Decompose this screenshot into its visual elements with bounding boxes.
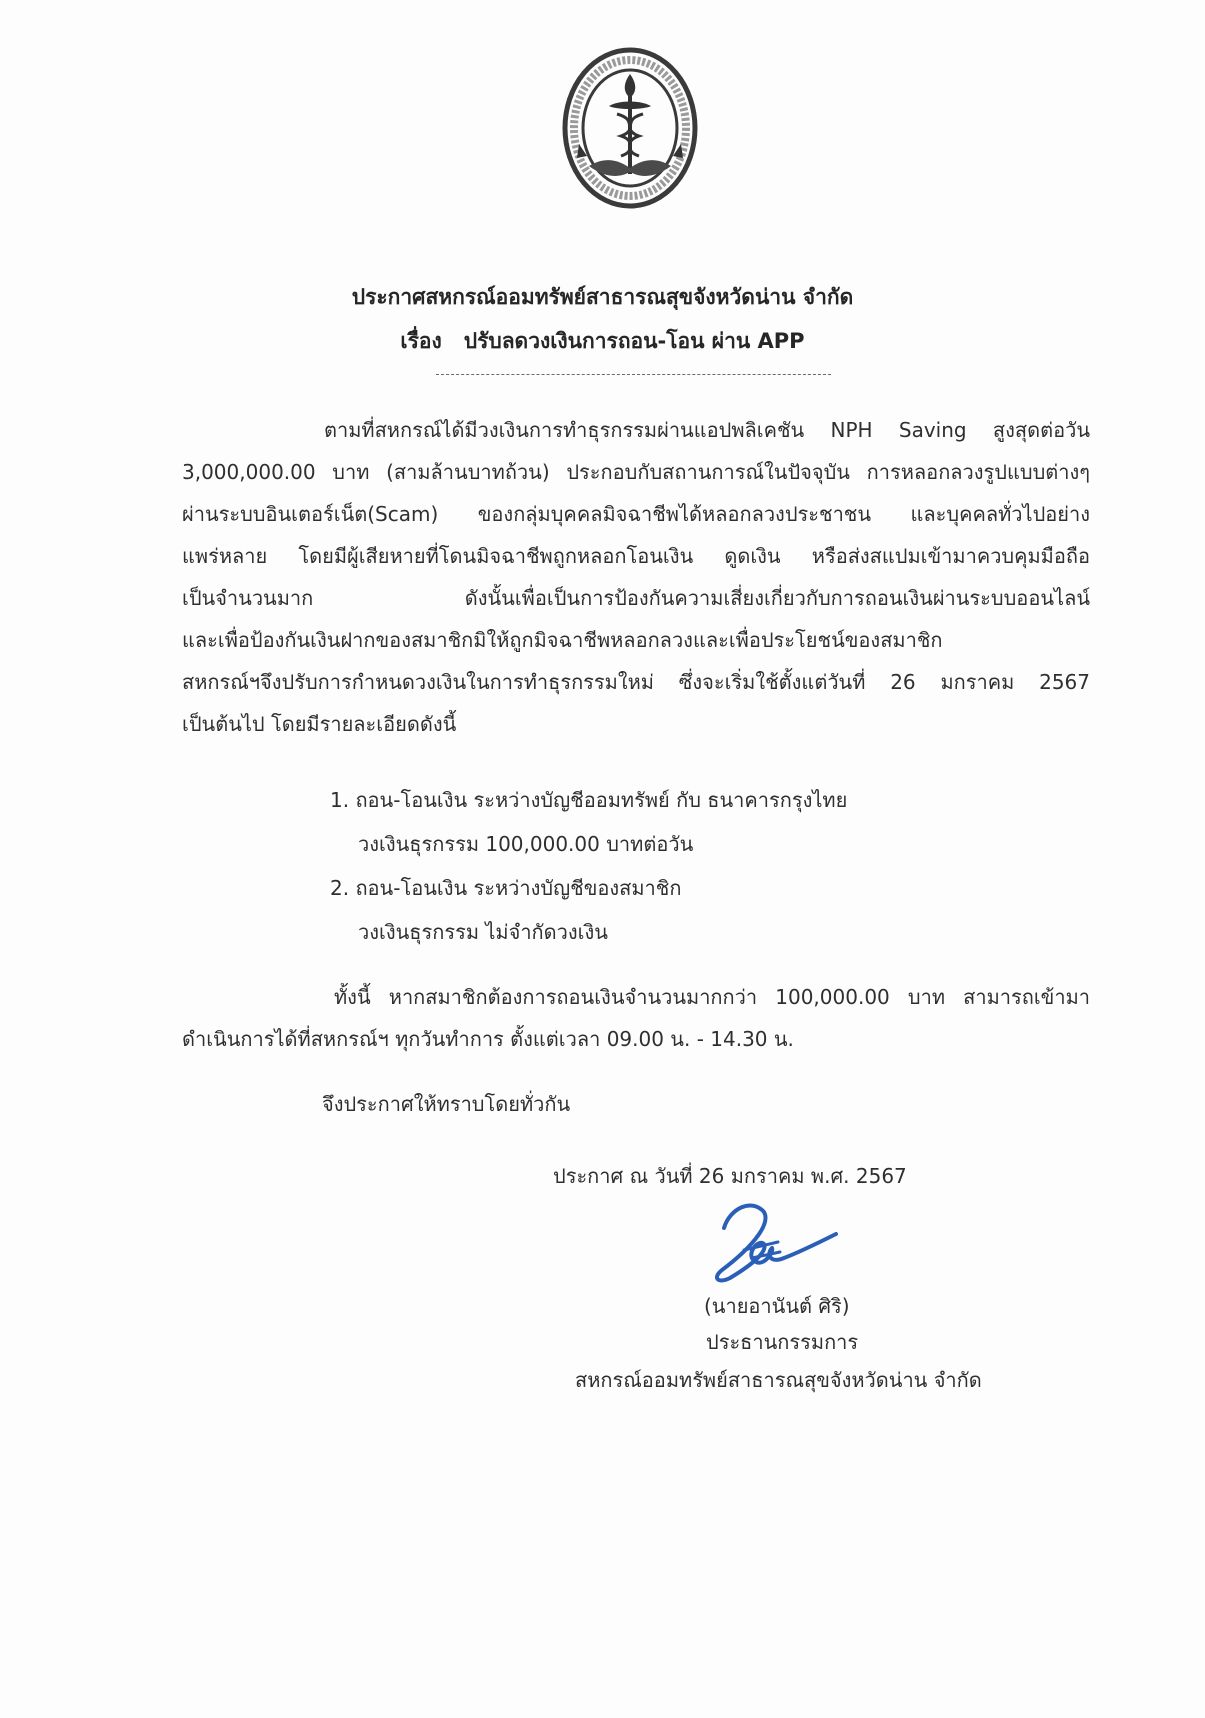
paragraph-line: สหกรณ์ฯจึงปรับการกำหนดวงเงินในการทำธุรกรรมใหม่ ซึ่งจะเริ่มใช้ตั้งแต่วันที่ 26 มกราคม 2567 bbox=[182, 670, 1090, 694]
paragraph-line: และเพื่อป้องกันเงินฝากของสมาชิกมิให้ถูกมิจฉาชีพหลอกลวงและเพื่อประโยชน์ของสมาชิก bbox=[182, 628, 943, 652]
limit-list bbox=[330, 778, 847, 954]
list-item-heading: 1. ถอน-โอนเงิน ระหว่างบัญชีออมทรัพย์ กับ ธนาคารกรุงไทย bbox=[330, 788, 848, 812]
subject-label: เรื่อง bbox=[400, 329, 442, 353]
closing-statement: จึงประกาศให้ทราบโดยทั่วกัน bbox=[322, 1092, 571, 1116]
list-item-detail: วงเงินธุรกรรม 100,000.00 บาทต่อวัน bbox=[358, 832, 694, 856]
paragraph-line: ตามที่สหกรณ์ได้มีวงเงินการทำธุรกรรมผ่านแอปพลิเคชัน NPH Saving สูงสุดต่อวัน bbox=[324, 418, 1090, 442]
list-item-detail: วงเงินธุรกรรม ไม่จำกัดวงเงิน bbox=[358, 920, 608, 944]
paragraph-intro bbox=[182, 409, 1090, 745]
subject-text: ปรับลดวงเงินการถอน-โอน ผ่าน APP bbox=[463, 329, 805, 353]
paragraph-line: แพร่หลาย โดยมีผู้เสียหายที่โดนมิจฉาชีพถูกหลอกโอนเงิน ดูดเงิน หรือส่งสแปมเข้ามาควบคุมมือถือ bbox=[182, 544, 1090, 568]
paragraph-line: ผ่านระบบอินเตอร์เน็ต(Scam) ของกลุ่มบุคคลมิจฉาชีพได้หลอกลวงประชาชน และบุคคลทั่วไปอย่าง bbox=[182, 502, 1090, 526]
paragraph-line: ทั้งนี้ หากสมาชิกต้องการถอนเงินจำนวนมากกว่า 100,000.00 บาท สามารถเข้ามา bbox=[334, 985, 1090, 1009]
announcement-date: ประกาศ ณ วันที่ 26 มกราคม พ.ศ. 2567 bbox=[553, 1164, 907, 1188]
handwritten-signature bbox=[660, 1192, 850, 1302]
paragraph-note bbox=[182, 976, 1090, 1060]
cooperative-seal-logo bbox=[559, 44, 701, 226]
signer-position: ประธานกรรมการ bbox=[706, 1330, 859, 1354]
paragraph-line: เป็นจำนวนมาก ดังนั้นเพื่อเป็นการป้องกันความเสี่ยงเกี่ยวกับการถอนเงินผ่านระบบออนไลน์ bbox=[182, 586, 1090, 610]
announcement-title: ประกาศสหกรณ์ออมทรัพย์สาธารณสุขจังหวัดน่าน จำกัด bbox=[351, 285, 854, 309]
announcement-subject-line bbox=[0, 325, 1205, 358]
paragraph-line: ดำเนินการได้ที่สหกรณ์ฯ ทุกวันทำการ ตั้งแต่เวลา 09.00 น. - 14.30 น. bbox=[182, 1027, 794, 1051]
signer-organization: สหกรณ์ออมทรัพย์สาธารณสุขจังหวัดน่าน จำกัด bbox=[575, 1368, 982, 1392]
signer-name: (นายอานันต์ ศิริ) bbox=[704, 1294, 850, 1318]
title-divider bbox=[436, 374, 831, 375]
paragraph-line: เป็นต้นไป โดยมีรายละเอียดดังนี้ bbox=[182, 712, 457, 736]
list-item-heading: 2. ถอน-โอนเงิน ระหว่างบัญชีของสมาชิก bbox=[330, 876, 682, 900]
paragraph-line: 3,000,000.00 บาท (สามล้านบาทถ้วน) ประกอบกับสถานการณ์ในปัจจุบัน การหลอกลวงรูปแบบต่างๆ bbox=[182, 460, 1090, 484]
